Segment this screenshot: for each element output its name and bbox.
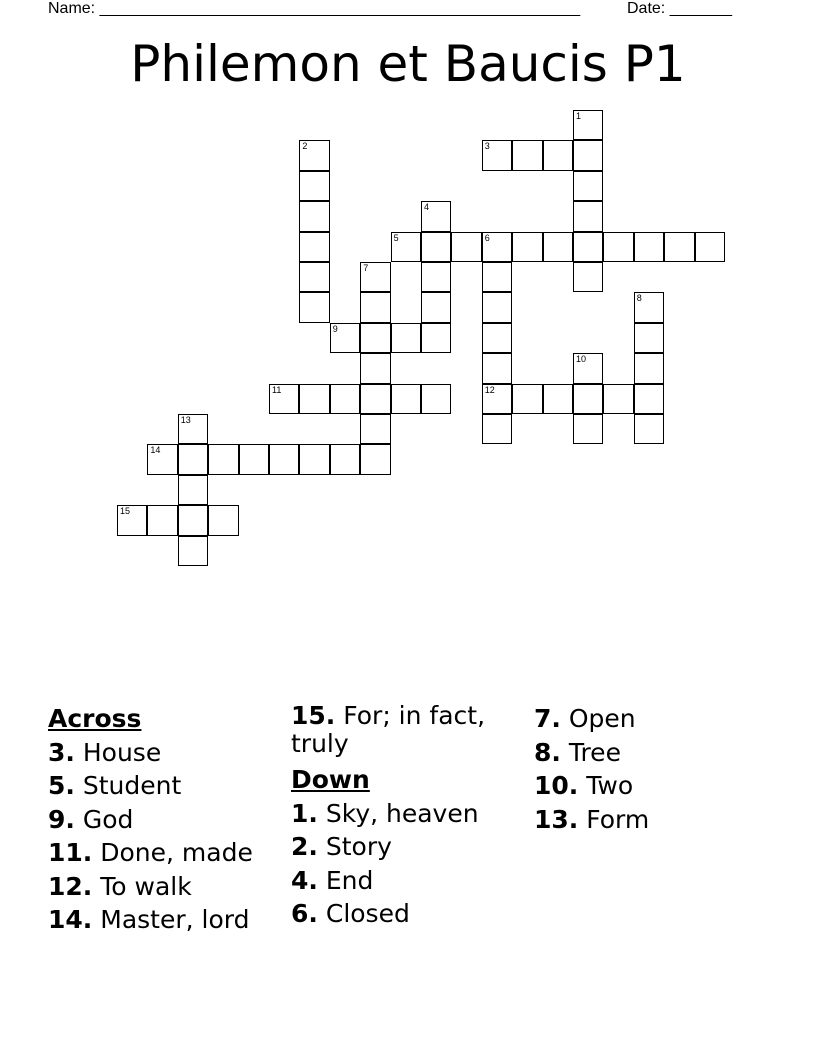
down-clue: 13. Form [534, 804, 650, 834]
crossword-cell[interactable] [360, 444, 390, 474]
crossword-cell[interactable] [482, 353, 512, 383]
crossword-cell[interactable] [482, 232, 512, 262]
clue-number: 10 [576, 354, 587, 365]
crossword-cell[interactable] [360, 323, 390, 353]
crossword-cell[interactable] [573, 262, 603, 292]
down-clue: 7. Open [534, 704, 636, 733]
crossword-cell[interactable] [451, 232, 481, 262]
crossword-cell[interactable] [512, 232, 542, 262]
crossword-cell[interactable] [573, 171, 603, 201]
crossword-cell[interactable] [573, 232, 603, 262]
crossword-cell[interactable] [573, 140, 603, 170]
crossword-cell[interactable] [178, 536, 208, 566]
crossword-cell[interactable] [360, 292, 390, 322]
crossword-cell[interactable] [391, 232, 421, 262]
crossword-cell[interactable] [482, 323, 512, 353]
crossword-cell[interactable] [573, 414, 603, 444]
clue-number: 1 [576, 111, 582, 121]
across-clue: 15. For; in fact, truly [291, 701, 486, 758]
clue-number: 12 [484, 384, 495, 395]
clue-number: 11 [272, 384, 282, 395]
crossword-cell[interactable] [634, 232, 664, 262]
crossword-cell[interactable] [299, 384, 329, 414]
crossword-cell[interactable] [299, 232, 329, 262]
crossword-cell[interactable] [178, 475, 208, 505]
crossword-cell[interactable] [391, 323, 421, 353]
down-clue: 6. Closed [291, 899, 410, 928]
across-clue: 5. Student [48, 771, 182, 800]
down-clue: 1. Sky, heaven [291, 798, 479, 828]
crossword-cell[interactable] [573, 110, 603, 140]
crossword-cell[interactable] [360, 262, 390, 292]
crossword-cell[interactable] [421, 232, 451, 262]
crossword-cell[interactable] [421, 384, 451, 414]
crossword-cell[interactable] [603, 384, 633, 414]
crossword-cell[interactable] [117, 505, 147, 535]
clue-number: 4 [424, 202, 430, 213]
clue-column-3 [534, 702, 762, 836]
crossword-cell[interactable] [543, 232, 573, 262]
date-field-label: Date: _______ [627, 0, 732, 17]
crossword-cell[interactable] [512, 140, 542, 170]
crossword-cell[interactable] [208, 444, 238, 474]
crossword-cell[interactable] [178, 444, 208, 474]
crossword-cell[interactable] [573, 384, 603, 414]
crossword-cell[interactable] [330, 384, 360, 414]
crossword-cell[interactable] [147, 444, 177, 474]
crossword-cell[interactable] [299, 444, 329, 474]
crossword-cell[interactable] [360, 384, 390, 414]
crossword-cell[interactable] [634, 384, 664, 414]
crossword-cell[interactable] [330, 323, 360, 353]
crossword-cell[interactable] [573, 353, 603, 383]
crossword-cell[interactable] [634, 414, 664, 444]
crossword-cell[interactable] [147, 505, 177, 535]
crossword-cell[interactable] [239, 444, 269, 474]
crossword-cell[interactable] [421, 323, 451, 353]
crossword-cell[interactable] [391, 384, 421, 414]
clue-number: 13 [180, 415, 191, 425]
clue-number: 8 [636, 293, 642, 304]
crossword-cell[interactable] [482, 262, 512, 292]
down-clue: 8. Tree [534, 737, 621, 767]
crossword-cell[interactable] [634, 323, 664, 353]
down-heading: Down [291, 765, 370, 794]
crossword-cell[interactable] [543, 140, 573, 170]
across-clue: 12. To walk [48, 871, 192, 901]
crossword-cell[interactable] [634, 292, 664, 322]
crossword-cell[interactable] [482, 414, 512, 444]
crossword-cell[interactable] [482, 292, 512, 322]
clue-number: 6 [484, 232, 490, 243]
down-clue: 2. Story [291, 832, 392, 861]
crossword-cell[interactable] [299, 140, 329, 170]
clue-number: 7 [363, 263, 369, 273]
crossword-cell[interactable] [299, 171, 329, 201]
clue-column-2 [291, 702, 519, 931]
across-clue: 9. God [48, 804, 134, 834]
across-heading: Across [48, 704, 142, 733]
crossword-cell[interactable] [421, 292, 451, 322]
crossword-cell[interactable] [269, 444, 299, 474]
clue-number: 3 [484, 141, 490, 152]
crossword-cell[interactable] [512, 384, 542, 414]
across-clue: 14. Master, lord [48, 905, 250, 934]
clue-number: 2 [302, 141, 308, 152]
across-clue: 11. Done, made [48, 838, 253, 867]
down-clue: 10. Two [534, 771, 634, 800]
across-clue: 3. House [48, 737, 162, 767]
crossword-cell[interactable] [360, 414, 390, 444]
crossword-cell[interactable] [603, 232, 633, 262]
crossword-cell[interactable] [299, 292, 329, 322]
clue-number: 15 [120, 506, 131, 517]
crossword-cell[interactable] [543, 384, 573, 414]
crossword-cell[interactable] [178, 414, 208, 444]
crossword-cell[interactable] [695, 232, 725, 262]
crossword-cell[interactable] [178, 505, 208, 535]
crossword-cell[interactable] [269, 384, 299, 414]
crossword-cell[interactable] [573, 201, 603, 231]
clue-number: 9 [332, 323, 338, 334]
name-field-label: Name: ______________________________________________________ [48, 0, 581, 17]
clue-column-1 [48, 702, 276, 937]
crossword-cell[interactable] [482, 140, 512, 170]
clue-number: 5 [393, 232, 399, 243]
crossword-cell[interactable] [482, 384, 512, 414]
page-title: Philemon et Baucis P1 [130, 35, 686, 93]
down-clue: 4. End [291, 865, 374, 895]
crossword-cell[interactable] [299, 262, 329, 292]
crossword-cell[interactable] [421, 201, 451, 231]
crossword-cell[interactable] [330, 444, 360, 474]
crossword-cell[interactable] [208, 505, 238, 535]
crossword-cell[interactable] [664, 232, 694, 262]
crossword-cell[interactable] [421, 262, 451, 292]
clue-number: 14 [150, 445, 161, 456]
crossword-cell[interactable] [634, 353, 664, 383]
crossword-cell[interactable] [360, 353, 390, 383]
crossword-cell[interactable] [299, 201, 329, 231]
